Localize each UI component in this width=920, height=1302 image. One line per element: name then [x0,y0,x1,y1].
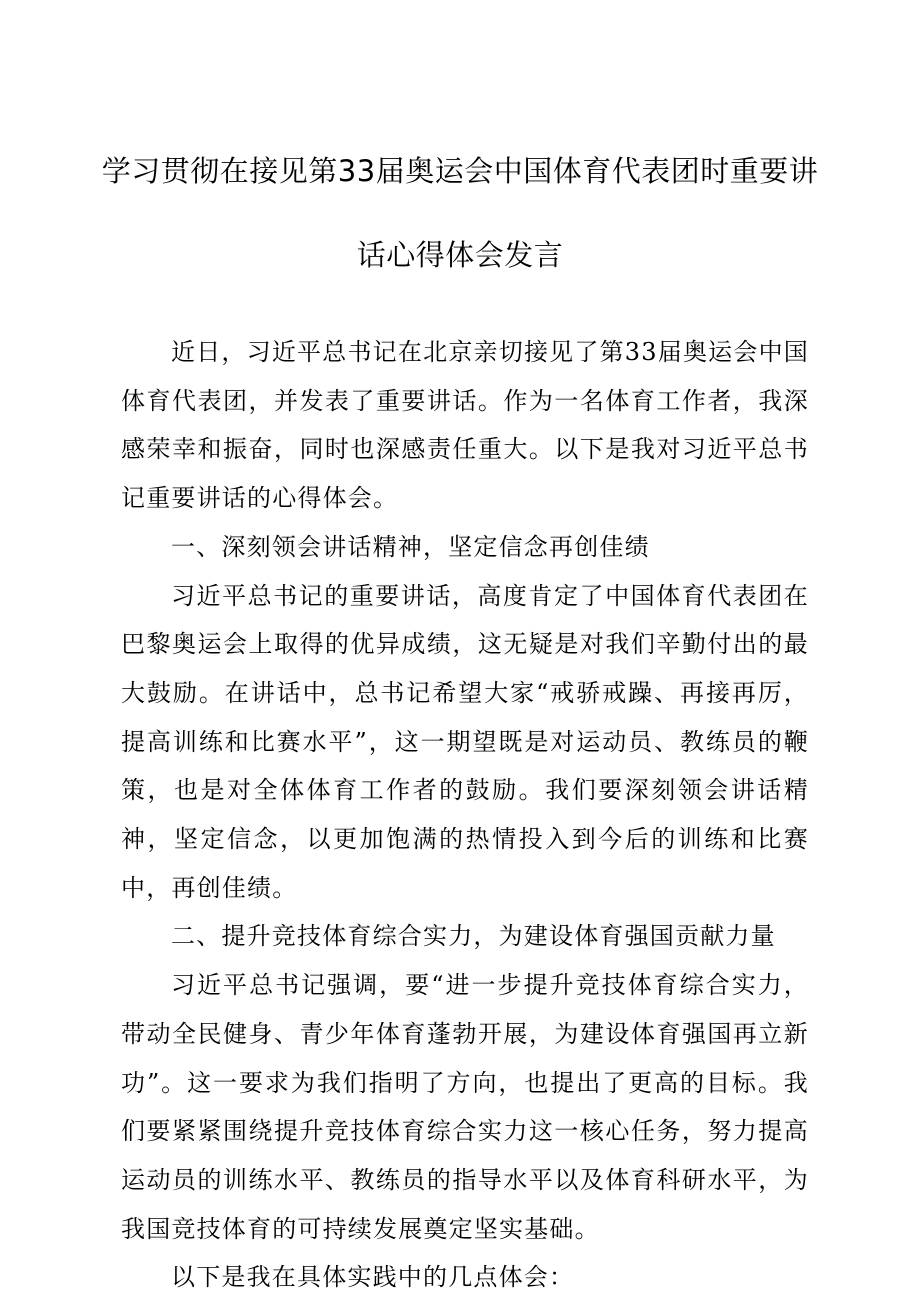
document-body [121,328,809,1302]
section-heading-2: 二、提升竞技体育综合实力，为建设体育强国贡献力量 [171,922,776,951]
document-title-line-1: 学习贯彻在接见第33届奥运会中国体育代表团时重要讲 [101,154,819,188]
paragraph-intro: 近日，习近平总书记在北京亲切接见了第33届奥运会中国体育代表团，并发表了重要讲话。作为一名体育工作者，我深感荣幸和振奋，同时也深感责任重大。以下是我对习近平总书记重要讲话的心得体会。 [121,338,809,513]
paragraph-section-1: 习近平总书记的重要讲话，高度肯定了中国体育代表团在巴黎奥运会上取得的优异成绩，这无疑是对我们辛勤付出的最大鼓励。在讲话中，总书记希望大家“戒骄戒躁、再接再厉，提高训练和比赛水平”，这一期望既是对运动员、教练员的鞭策，也是对全体体育工作者的鼓励。我们要深刻领会讲话精神，坚定信念，以更加饱满的热情投入到今后的训练和比赛中，再创佳绩。 [121,581,809,902]
section-heading-1: 一、深刻领会讲话精神，坚定信念再创佳绩 [171,532,650,561]
document-title-line-2: 话心得体会发言 [356,238,564,272]
paragraph-section-2: 习近平总书记强调，要“进一步提升竞技体育综合实力，带动全民健身、青少年体育蓬勃开展，为建设体育强国再立新功”。这一要求为我们指明了方向，也提出了更高的目标。我们要紧紧围绕提升竞技体育综合实力这一核心任务，努力提高运动员的训练水平、教练员的指导水平以及体育科研水平，为我国竞技体育的可持续发展奠定坚实基础。 [121,971,809,1243]
paragraph-closing: 以下是我在具体实践中的几点体会： [171,1263,575,1292]
